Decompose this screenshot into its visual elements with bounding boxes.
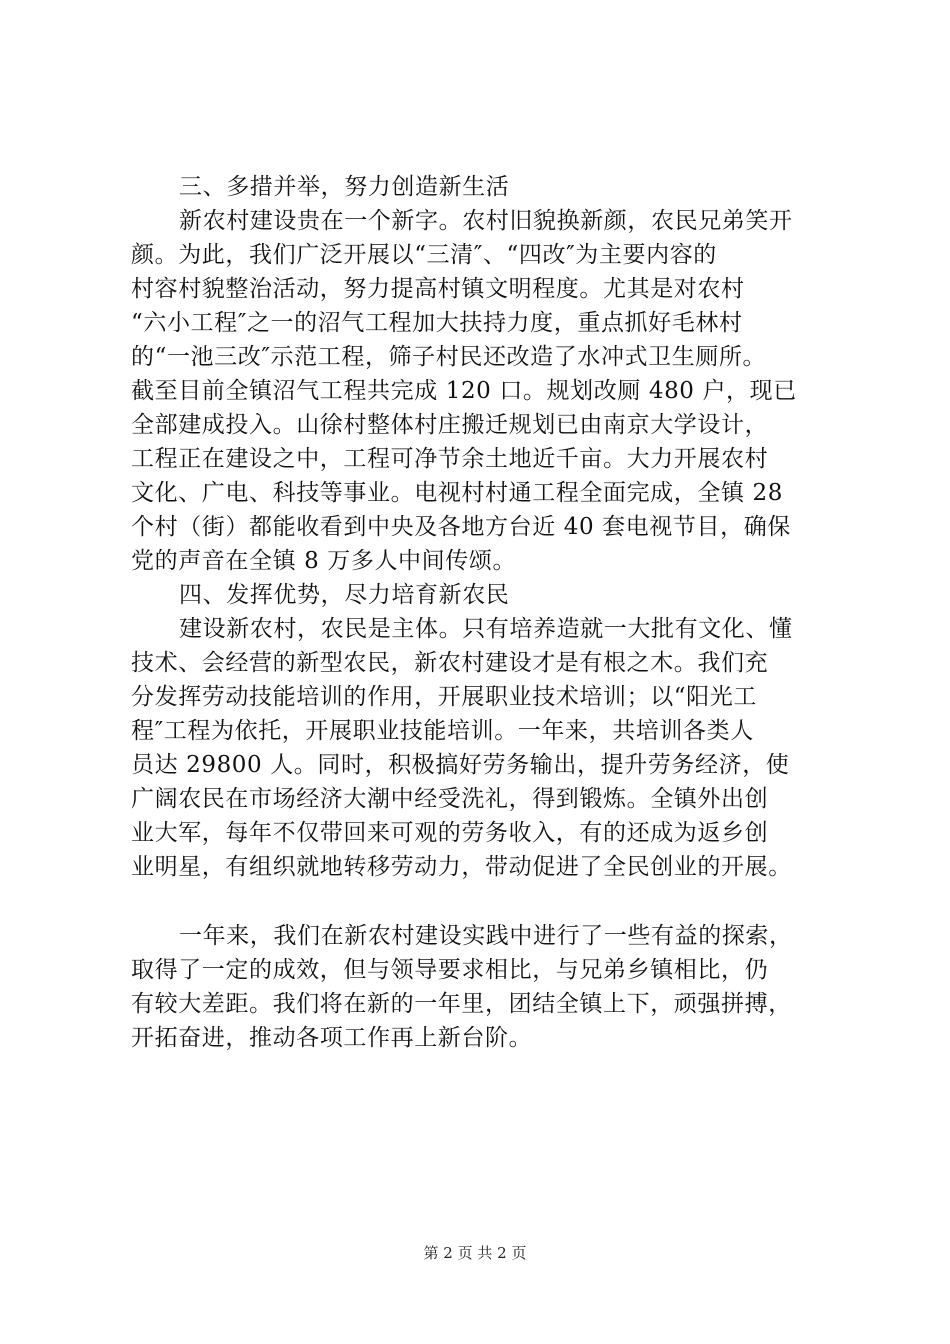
paragraph-line: 分发挥劳动技能培训的作用，开展职业技术培训；以“阳光工 [131, 684, 757, 710]
paragraph-line: 业大军，每年不仅带回来可观的劳务收入，有的还成为返乡创 [131, 820, 769, 846]
paragraph-line: 有较大差距。我们将在新的一年里，团结全镇上下，顽强拼搏， [131, 991, 792, 1017]
paragraph-line: 建设新农村，农民是主体。只有培养造就一大批有文化、懂 [179, 616, 793, 642]
document-body [131, 170, 831, 1055]
section-heading: 三、多措并举，努力创造新生活 [179, 174, 510, 200]
paragraph-line: 截至目前全镇沼气工程共完成 120 口。规划改厕 480 户，现已 [131, 378, 797, 404]
section-heading: 四、发挥优势，尽力培育新农民 [179, 582, 510, 608]
paragraph-line: 员达 29800 人。同时，积极搞好劳务输出，提升劳务经济，使 [131, 752, 790, 778]
paragraph-line: 新农村建设贵在一个新字。农村旧貌换新颜，农民兄弟笑开 [179, 208, 793, 234]
paragraph-line: 技术、会经营的新型农民，新农村建设才是有根之木。我们充 [131, 650, 769, 676]
paragraph-line: 一年来，我们在新农村建设实践中进行了一些有益的探索， [179, 923, 793, 949]
paragraph-gap [131, 884, 831, 919]
paragraph-line: 广阔农民在市场经济大潮中经受洗礼，得到锻炼。全镇外出创 [131, 786, 769, 812]
paragraph-line: 村容村貌整治活动，努力提高村镇文明程度。尤其是对农村 [131, 276, 745, 302]
paragraph-line: 程″工程为依托，开展职业技能培训。一年来，共培训各类人 [131, 718, 754, 744]
paragraph-line: “六小工程″之一的沼气工程加大扶持力度，重点抓好毛林村 [131, 310, 743, 336]
paragraph-line: 党的声音在全镇 8 万多人中间传颂。 [131, 548, 517, 574]
paragraph-line: 全部建成投入。山徐村整体村庄搬迁规划已由南京大学设计， [131, 412, 769, 438]
paragraph-line: 工程正在建设之中，工程可净节余土地近千亩。大力开展农村 [131, 446, 769, 472]
paragraph-line: 业明星，有组织就地转移劳动力，带动促进了全民创业的开展。 [131, 854, 792, 880]
paragraph-line: 个村（街）都能收看到中央及各地方台近 40 套电视节目，确保 [131, 514, 791, 540]
paragraph-line: 的“一池三改″示范工程，筛子村民还改造了水冲式卫生厕所。 [131, 344, 767, 370]
page-footer: 第 2 页 共 2 页 [423, 1244, 527, 1262]
paragraph-line: 开拓奋进，推动各项工作再上新台阶。 [131, 1025, 533, 1051]
paragraph-line: 文化、广电、科技等事业。电视村村通工程全面完成，全镇 28 [131, 480, 783, 506]
paragraph-line: 颜。为此，我们广泛开展以“三清″、“四改″为主要内容的 [131, 242, 717, 268]
paragraph-line: 取得了一定的成效，但与领导要求相比，与兄弟乡镇相比，仍 [131, 957, 769, 983]
